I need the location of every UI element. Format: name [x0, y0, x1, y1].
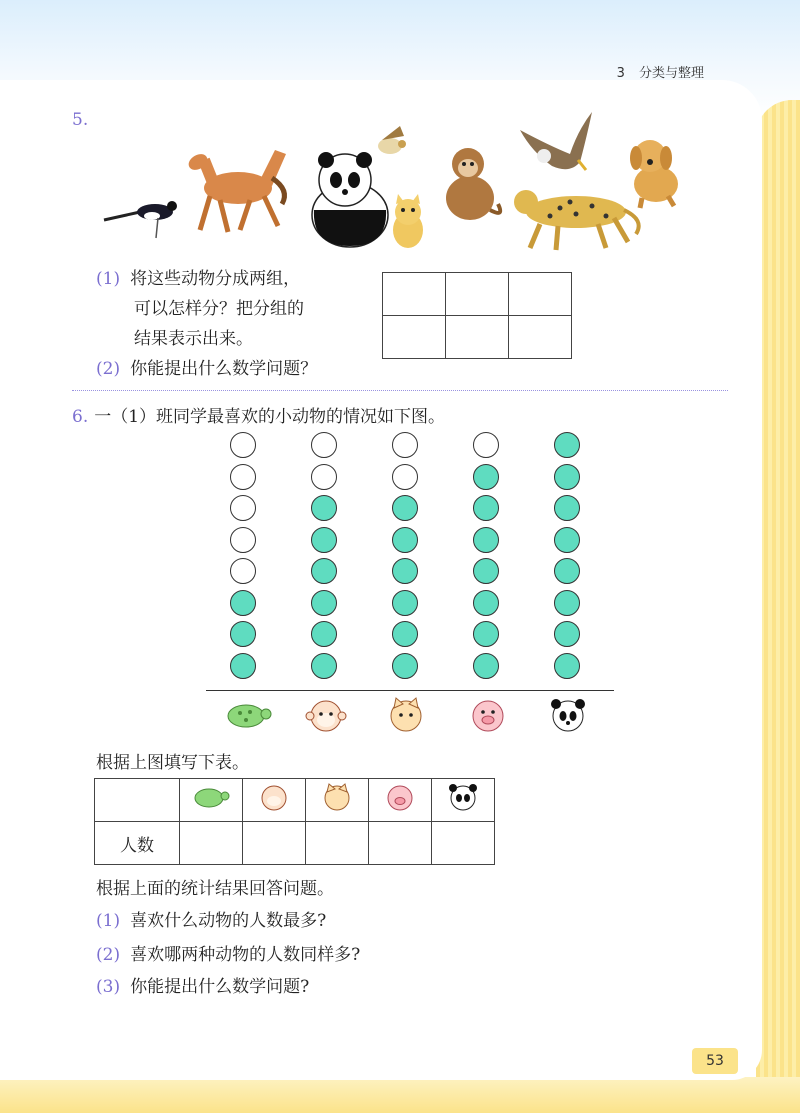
- pictograph-dot-panda-filled: [554, 621, 580, 647]
- pictograph-dot-cat-filled: [392, 527, 418, 553]
- table-head-monkey: [243, 779, 306, 822]
- table-head-turtle: [180, 779, 243, 822]
- monkey-icon: [446, 148, 500, 220]
- q5-item-1-line-3: 结果表示出来。: [134, 329, 253, 349]
- pictograph-dot-turtle-filled: [230, 621, 256, 647]
- grid-cell[interactable]: [509, 273, 572, 316]
- q5-item-1-number: (1): [96, 269, 121, 289]
- monkey-face-icon: [254, 783, 294, 813]
- chart-category-icons: [206, 694, 614, 740]
- table-answer-cell[interactable]: [306, 822, 369, 865]
- table-head-pig: [369, 779, 432, 822]
- pictograph-dot-cat-filled: [392, 621, 418, 647]
- q5-item-2: [96, 354, 317, 379]
- pictograph-dot-panda-filled: [554, 590, 580, 616]
- pictograph-dot-pig-filled: [473, 464, 499, 490]
- table-head-panda: [432, 779, 495, 822]
- pig-face-icon: [473, 701, 503, 731]
- q6-item-1: [96, 906, 326, 931]
- chapter-number: 3: [616, 66, 625, 81]
- pictograph-dot-monkey-filled: [311, 653, 337, 679]
- grid-cell[interactable]: [383, 273, 446, 316]
- magpie-icon: [104, 201, 177, 238]
- leopard-icon: [514, 190, 639, 250]
- q5-item-2-text: 你能提出什么数学问题？: [130, 359, 318, 379]
- chapter-title: 分类与整理: [638, 66, 704, 81]
- pictograph-dot-turtle-empty: [230, 527, 256, 553]
- q6-item-3-text: 你能提出什么数学问题?: [130, 977, 310, 997]
- pictograph-dot-monkey-filled: [311, 558, 337, 584]
- section-divider: [72, 390, 728, 391]
- grid-cell[interactable]: [509, 316, 572, 359]
- pictograph-dot-cat-empty: [392, 464, 418, 490]
- q5-item-2-number: (2): [96, 359, 121, 379]
- pictograph-dot-turtle-filled: [230, 653, 256, 679]
- q5-answer-grid: [382, 272, 572, 359]
- pictograph-dot-panda-filled: [554, 558, 580, 584]
- pictograph-dot-turtle-filled: [230, 590, 256, 616]
- q6-intro: 一（1）班同学最喜欢的小动物的情况如下图。: [94, 407, 446, 427]
- pictograph-dot-monkey-filled: [311, 527, 337, 553]
- pictograph-dot-pig-filled: [473, 527, 499, 553]
- pictograph-dot-panda-filled: [554, 495, 580, 521]
- pictograph-dot-cat-filled: [392, 590, 418, 616]
- pictograph-dot-pig-filled: [473, 495, 499, 521]
- horse-icon: [186, 150, 286, 232]
- q6-fill-prompt: 根据上图填写下表。: [96, 753, 249, 773]
- pictograph-dot-pig-filled: [473, 621, 499, 647]
- q6-number: 6.: [72, 407, 89, 427]
- grid-cell[interactable]: [383, 316, 446, 359]
- pictograph-dot-pig-filled: [473, 653, 499, 679]
- pictograph-dot-panda-filled: [554, 527, 580, 553]
- pictograph-dot-panda-filled: [554, 432, 580, 458]
- panda-face-icon: [551, 699, 585, 731]
- pictograph-dot-monkey-filled: [311, 495, 337, 521]
- pictograph-dot-cat-filled: [392, 495, 418, 521]
- page-edge-decoration: [756, 100, 800, 1113]
- q5-item-1-line-1: 将这些动物分成两组，: [130, 269, 301, 289]
- chapter-header: [617, 62, 704, 81]
- q6-item-3-number: (3): [96, 977, 121, 997]
- q5-item-1: [96, 264, 300, 289]
- pictograph-dot-turtle-empty: [230, 495, 256, 521]
- pictograph-dot-monkey-filled: [311, 621, 337, 647]
- monkey-face-icon: [306, 701, 346, 731]
- eagle-icon: [520, 112, 592, 170]
- animals-illustration: [100, 100, 700, 260]
- q6-item-1-number: (1): [96, 911, 121, 931]
- table-answer-cell[interactable]: [180, 822, 243, 865]
- turtle-icon: [189, 783, 233, 813]
- pictograph-dot-monkey-filled: [311, 590, 337, 616]
- q6-item-2-number: (2): [96, 945, 121, 965]
- cat-face-icon: [317, 783, 357, 813]
- q6-item-2: [96, 940, 360, 965]
- bottom-band: [0, 1077, 800, 1113]
- grid-cell[interactable]: [446, 316, 509, 359]
- cat-face-icon: [391, 698, 421, 731]
- q6-item-2-text: 喜欢哪两种动物的人数同样多?: [130, 945, 361, 965]
- q6-intro-line: [72, 402, 445, 427]
- table-corner: [95, 779, 180, 822]
- turtle-icon: [228, 705, 271, 727]
- table-answer-cell[interactable]: [432, 822, 495, 865]
- table-row-label: 人数: [95, 822, 180, 865]
- q6-tally-table: [94, 778, 495, 865]
- q6-answer-prompt: 根据上面的统计结果回答问题。: [96, 879, 334, 899]
- pictograph-dot-pig-filled: [473, 590, 499, 616]
- pictograph-dot-pig-empty: [473, 432, 499, 458]
- q6-item-1-text: 喜欢什么动物的人数最多?: [130, 911, 327, 931]
- q5-number: 5.: [72, 110, 89, 130]
- pictograph-dot-pig-filled: [473, 558, 499, 584]
- pictograph-dot-cat-filled: [392, 558, 418, 584]
- table-answer-cell[interactable]: [243, 822, 306, 865]
- table-answer-cell[interactable]: [369, 822, 432, 865]
- pictograph-dot-cat-filled: [392, 653, 418, 679]
- pictograph-dot-panda-filled: [554, 653, 580, 679]
- table-head-cat: [306, 779, 369, 822]
- q6-item-3: [96, 972, 309, 997]
- pictograph-dot-turtle-empty: [230, 558, 256, 584]
- pictograph-dot-monkey-empty: [311, 432, 337, 458]
- chart-baseline: [206, 690, 614, 691]
- panda-icon: [312, 152, 388, 247]
- grid-cell[interactable]: [446, 273, 509, 316]
- kitten-icon: [393, 194, 423, 248]
- pig-face-icon: [380, 783, 420, 813]
- pictograph-dot-turtle-empty: [230, 464, 256, 490]
- pictograph-dot-turtle-empty: [230, 432, 256, 458]
- bird-icon: [378, 126, 406, 154]
- pictograph-dot-cat-empty: [392, 432, 418, 458]
- puppy-icon: [630, 140, 678, 208]
- pictograph-dot-panda-filled: [554, 464, 580, 490]
- page-number: 53: [692, 1048, 738, 1074]
- q5-item-1-line-2: 可以怎样分？把分组的: [134, 299, 304, 319]
- panda-face-icon: [443, 783, 483, 813]
- pictograph-dot-monkey-empty: [311, 464, 337, 490]
